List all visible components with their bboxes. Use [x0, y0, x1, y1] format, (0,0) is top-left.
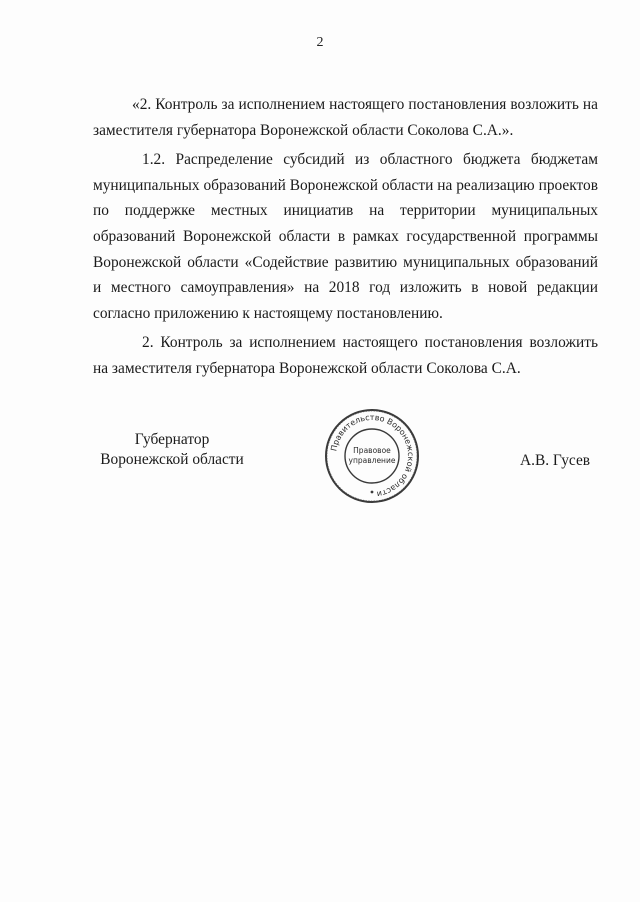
paragraph-control: 2. Контроль за исполнением настоящего постановления возложить на заместителя губернатора Воронежской области Соколова С.А.: [93, 334, 598, 377]
document-body: [93, 92, 598, 386]
stamp-dot: [371, 491, 374, 494]
stamp-ring-text: Правительство Воронежской области: [329, 412, 416, 499]
stamp-center-line-1: Правовое: [353, 446, 391, 455]
official-stamp: [322, 406, 422, 506]
paragraph-subsidy-distribution: 1.2. Распределение субсидий из областного бюджета бюджетам муниципальных образований Воронежской области на реализацию проектов по поддержке местных инициатив на территории муниципальных образований Воронежской области в рамках государственной программы Воронежской области «Содействие развитию муниципальных образований и местного самоуправления» на 2018 год изложить в новой редакции согласно приложению к настоящему постановлению.: [93, 151, 598, 322]
signatory-title-line-2: Воронежской области: [100, 451, 244, 468]
paragraph-quoted-control: «2. Контроль за исполнением настоящего постановления возложить на заместителя губернатора Воронежской области Соколова С.А.».: [93, 96, 598, 139]
signatory-title: [92, 430, 252, 470]
signatory-title-line-1: Губернатор: [134, 431, 210, 448]
page-number: 2: [316, 35, 324, 50]
stamp-center-line-2: управление: [348, 456, 396, 465]
signatory-name: А.В. Гусев: [520, 452, 591, 469]
